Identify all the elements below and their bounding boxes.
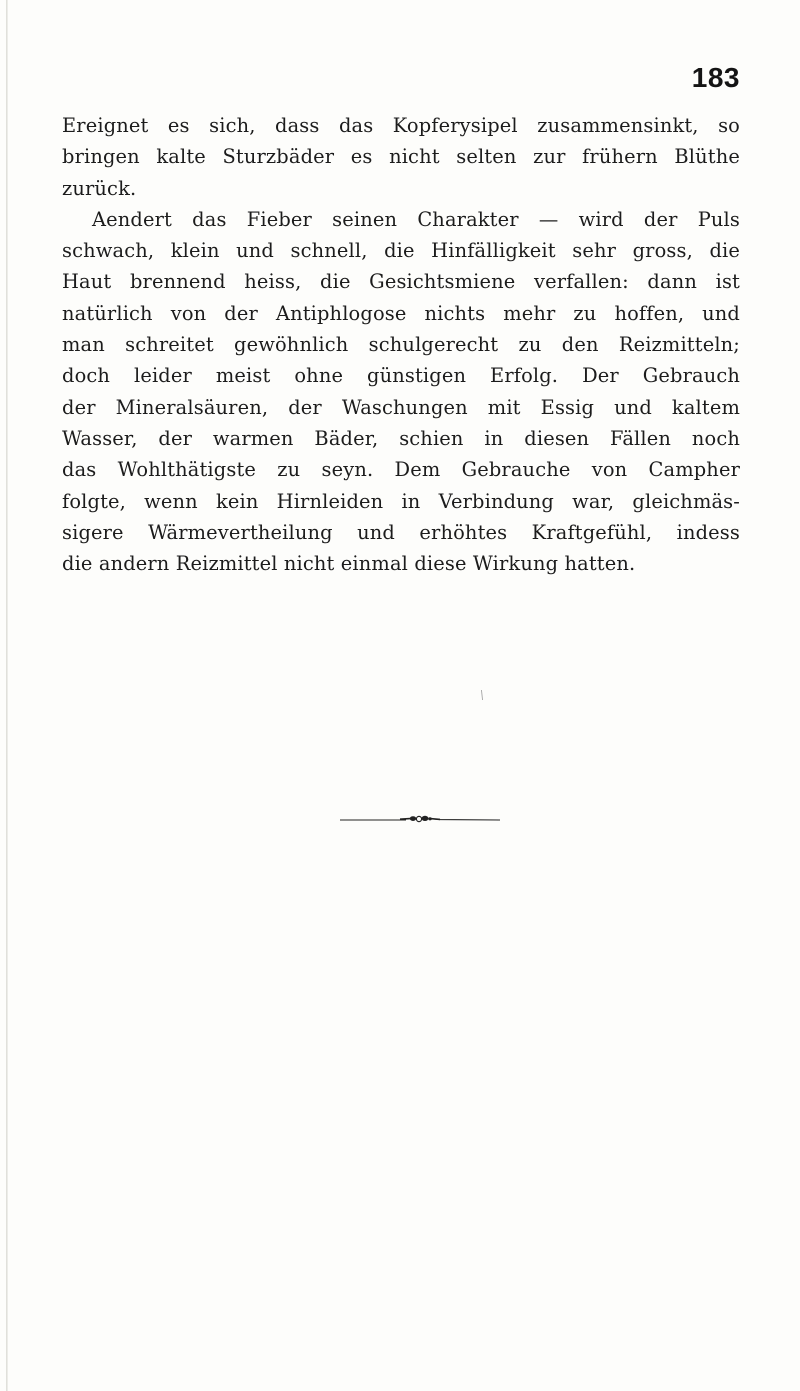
text-line: das Wohlthätigste zu seyn. Dem Gebrauche von Campher [62,458,740,482]
end-ornament-divider [340,814,500,824]
text-line: doch leider meist ohne günstigen Erfolg. Der Gebrauch [62,364,740,388]
text-line: schwach, klein und schnell, die Hinfälligkeit sehr gross, die [62,239,740,263]
text-line: Haut brennend heiss, die Gesichtsmiene verfallen: dann ist [62,270,740,294]
page-edge-shadow [6,0,8,1391]
paragraph-start-line: Aendert das Fieber seinen Charakter — wird der Puls [92,207,740,231]
text-line: der Mineralsäuren, der Waschungen mit Essig und kaltem [62,395,740,419]
text-line: zurück. [62,176,137,200]
ink-speck [481,690,483,700]
body-text [62,110,740,579]
text-line: bringen kalte Sturzbäder es nicht selten zur frühern Blüthe [62,145,740,169]
page-number: 183 [691,62,740,93]
text-line: folgte, wenn kein Hirnleiden in Verbindung war, gleichmäs- [62,489,740,513]
text-line: man schreitet gewöhnlich schulgerecht zu den Reizmitteln; [62,333,740,357]
text-line: Wasser, der warmen Bäder, schien in diesen Fällen noch [62,426,740,450]
text-line: sigere Wärmevertheilung und erhöhtes Kraftgefühl, indess [62,520,740,544]
ornament-flourish-icon [410,816,432,822]
text-line: natürlich von der Antiphlogose nichts mehr zu hoffen, und [62,301,740,325]
text-line: Ereignet es sich, dass das Kopferysipel zusammensinkt, so [62,114,740,137]
ornament-rule-icon [340,819,500,820]
text-line: die andern Reizmittel nicht einmal diese Wirkung hatten. [62,552,636,576]
